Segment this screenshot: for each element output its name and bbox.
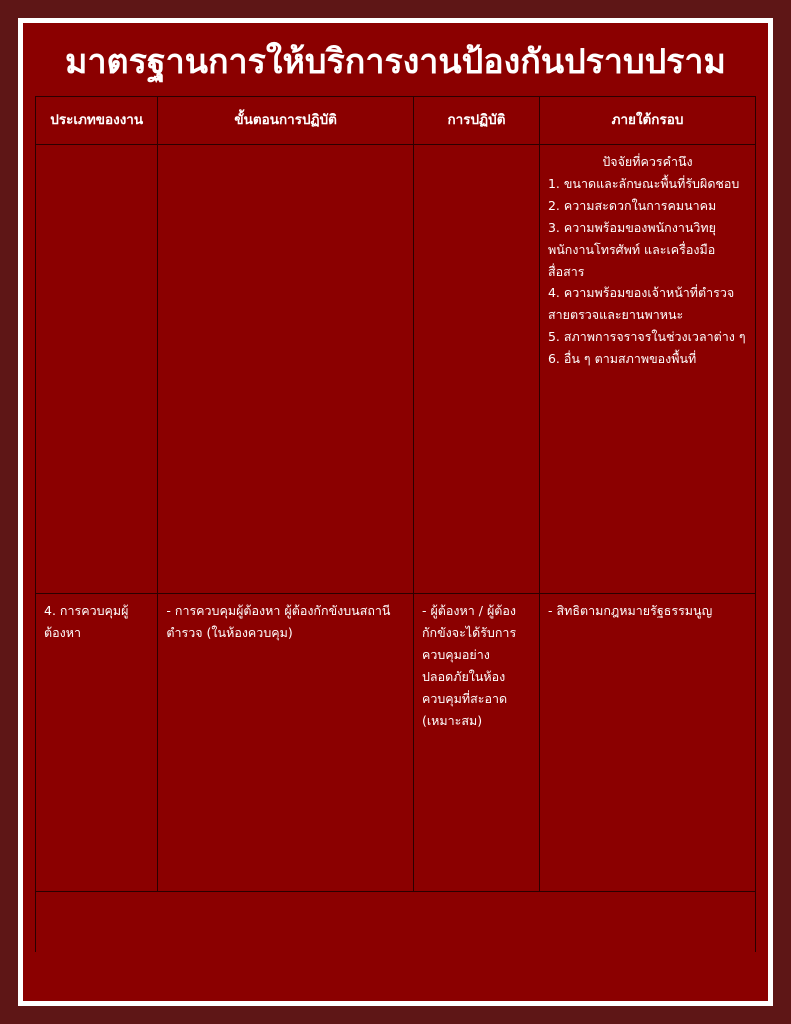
framework-item: 4. ความพร้อมของเจ้าหน้าที่ตำรวจสายตรวจและยานพาหนะ	[547, 285, 735, 323]
standards-table	[35, 96, 756, 893]
framework-item: 2. ความสะดวกในการคมนาคม	[547, 197, 717, 213]
cell-practice	[413, 145, 539, 594]
cell-procedure	[158, 145, 414, 594]
table-bottom-spacer	[35, 892, 756, 952]
framework-item: 3. ความพร้อมของพนักงานวิทยุพนักงานโทรศัพท์ และเครื่องมือสื่อสาร	[547, 219, 716, 279]
cell-work-type	[36, 145, 158, 594]
column-header-procedure: ขั้นตอนการปฏิบัติ	[158, 96, 414, 145]
page-title: มาตรฐานการให้บริการงานป้องกันปราบปราม	[65, 42, 726, 82]
framework-item: 5. สภาพการจราจรในช่วงเวลาต่าง ๆ	[547, 329, 746, 345]
column-header-framework: ภายใต้กรอบ	[539, 96, 755, 145]
cell-procedure: - การควบคุมผู้ต้องหา ผู้ต้องกักขังบนสถานีตำรวจ (ในห้องควบคุม)	[158, 594, 414, 892]
cell-work-type: 4. การควบคุมผู้ต้องหา	[36, 594, 158, 892]
table-row	[36, 594, 756, 892]
table-header-row	[36, 96, 756, 145]
table-header	[36, 96, 756, 145]
column-header-work-type: ประเภทของงาน	[36, 96, 158, 145]
cell-framework: - สิทธิตามกฎหมายรัฐธรรมนูญ	[539, 594, 755, 892]
framework-title: ปัจจัยที่ควรคำนึง	[602, 154, 693, 170]
table-body	[36, 145, 756, 892]
cell-practice: - ผู้ต้องหา / ผู้ต้องกักขังจะได้รับการควบคุมอย่างปลอดภัยในห้องควบคุมที่สะอาด (เหมาะสม)	[413, 594, 539, 892]
cell-framework	[539, 145, 755, 594]
document-frame	[18, 18, 773, 1006]
framework-item: 6. อื่น ๆ ตามสภาพของพื้นที่	[547, 351, 697, 366]
column-header-practice: การปฏิบัติ	[413, 96, 539, 145]
table-row	[36, 145, 756, 594]
framework-item: 1. ขนาดและลักษณะพื้นที่รับผิดชอบ	[547, 176, 740, 191]
